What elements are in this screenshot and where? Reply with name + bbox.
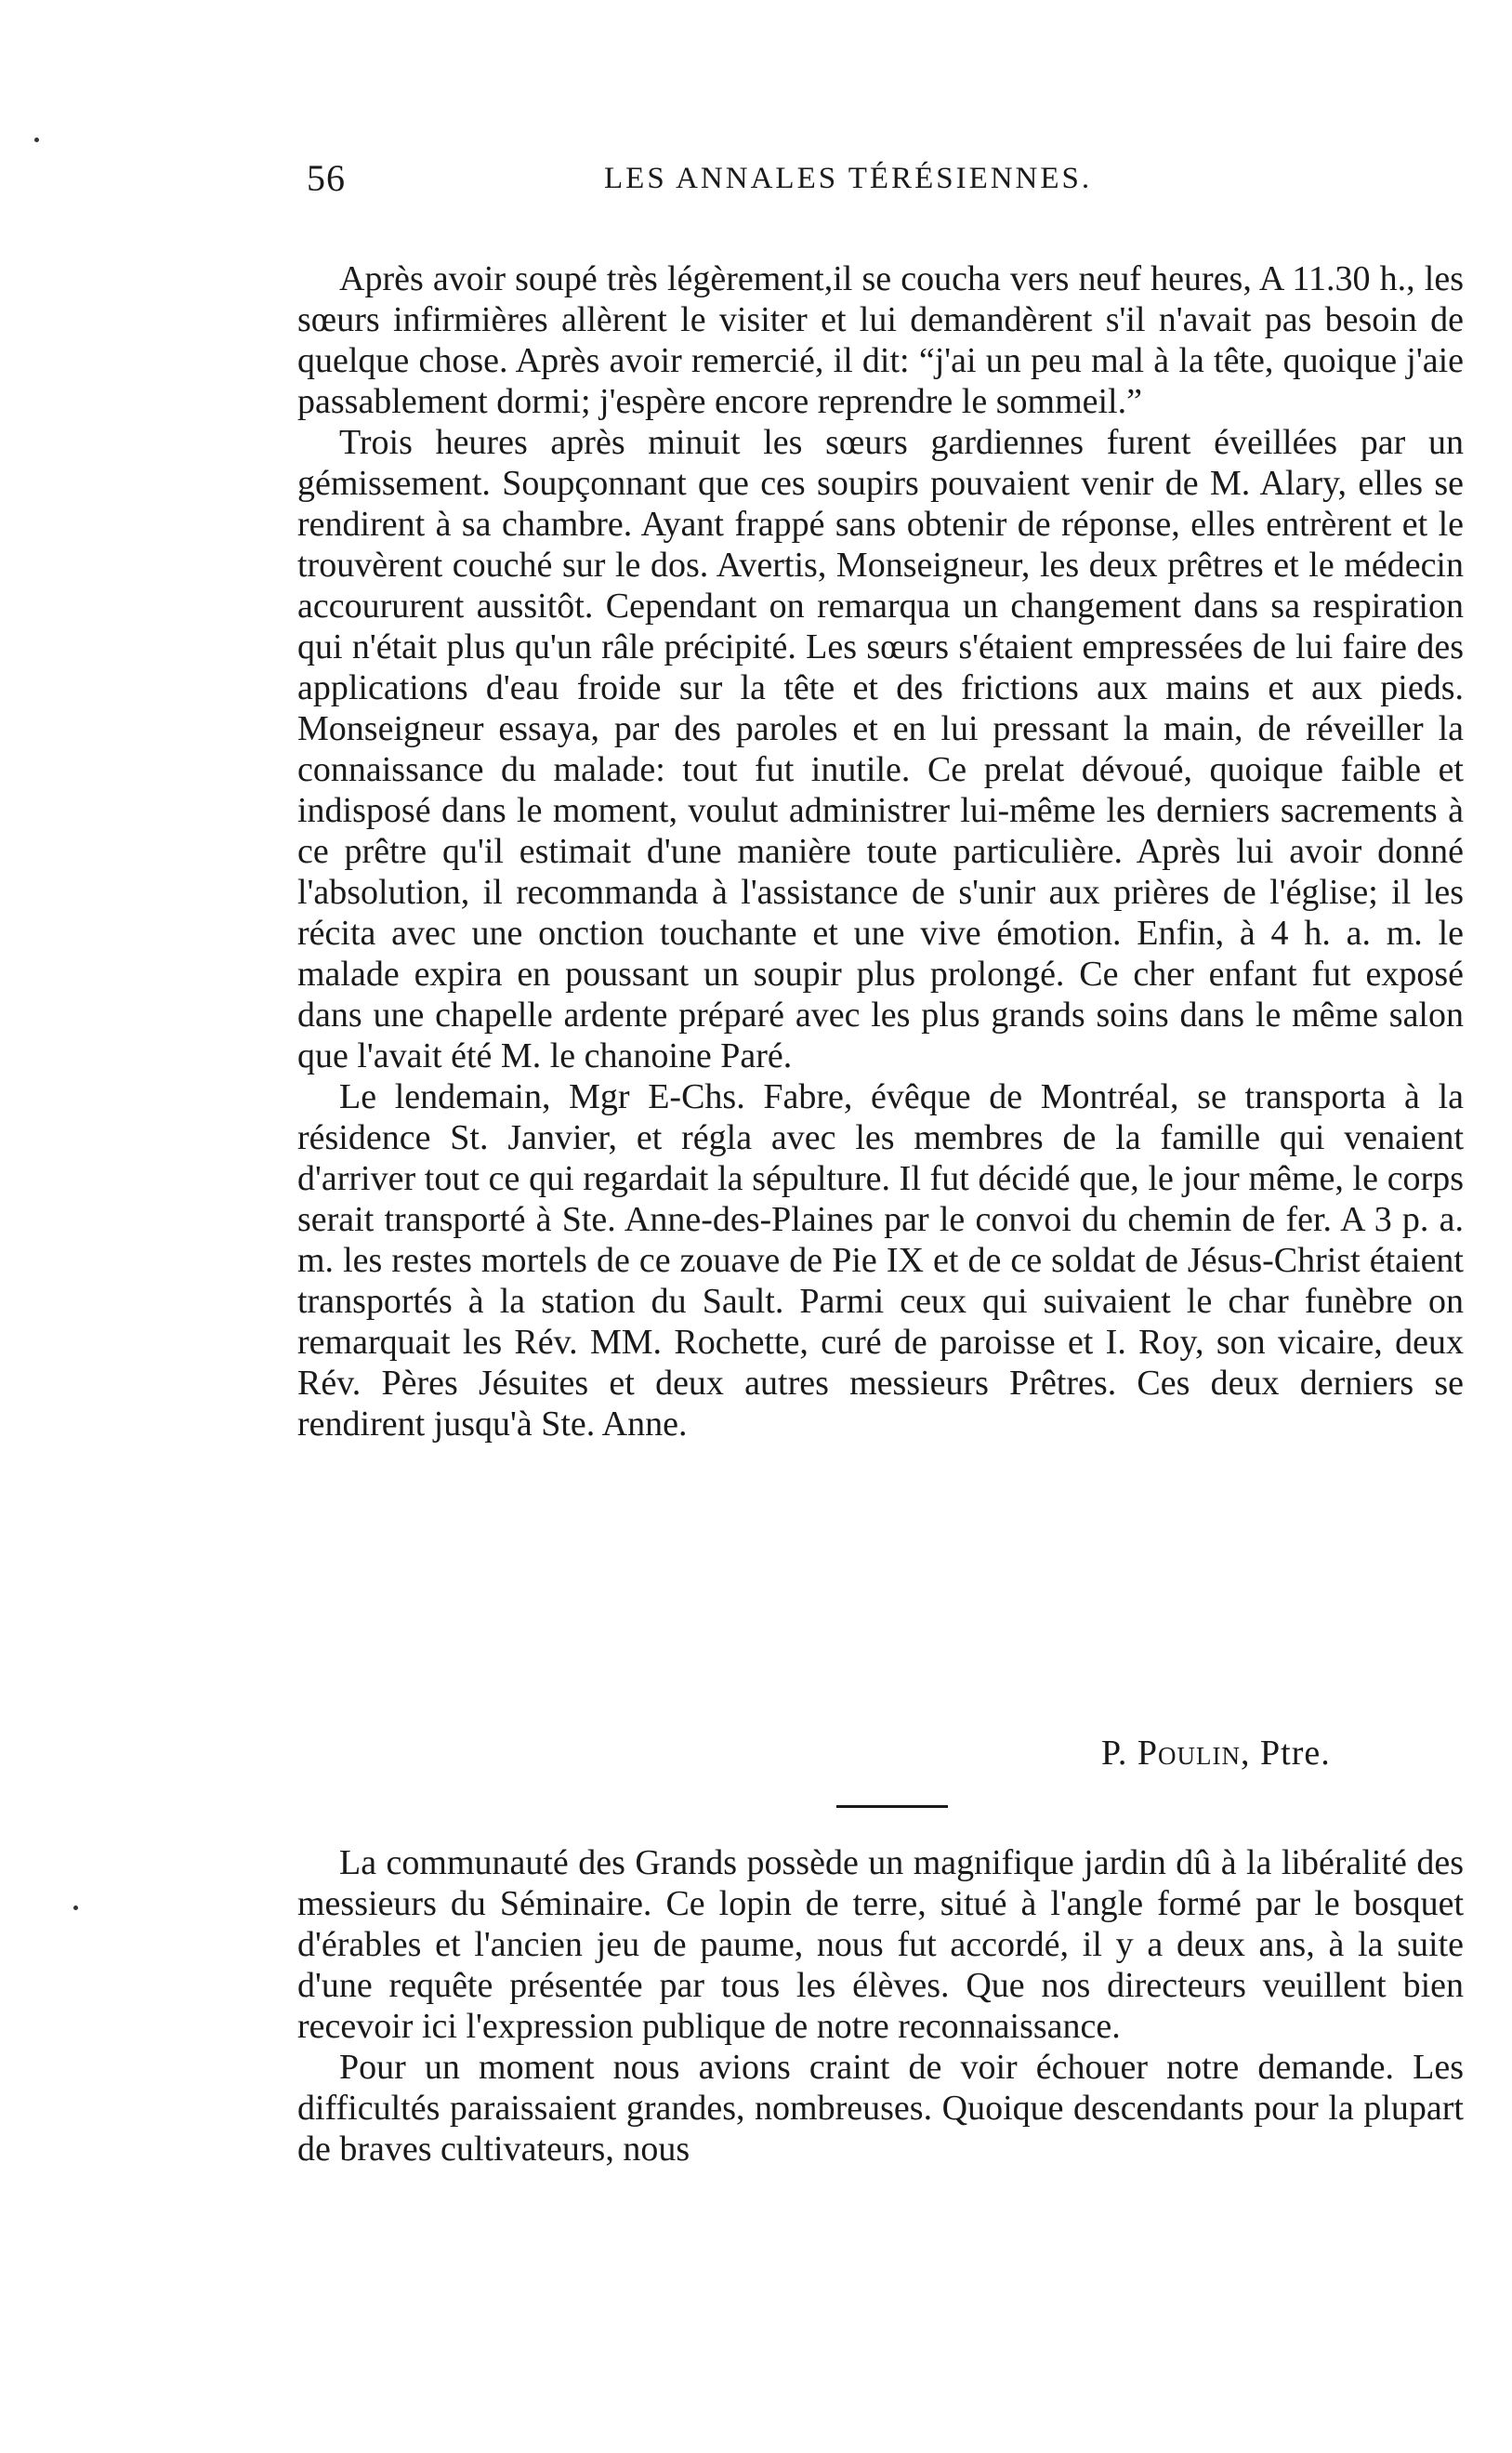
section-divider <box>836 1805 948 1808</box>
garden-article <box>297 1842 1464 2169</box>
paragraph: Le lendemain, Mgr E-Chs. Fabre, évêque de Montréal, se transporta à la résidence St. Janvier, et régla avec les membres de la famille qui venaient d'arriver tout ce qui regardait la sépulture. Il fut décidé que, le jour même, le corps serait transporté à Ste. Anne-des-Plaines par le convoi du chemin de fer. A 3 p. a. m. les restes mortels de ce zouave de Pie IX et de ce soldat de Jésus-Christ étaient transportés à la station du Sault. Parmi ceux qui suivaient le char funèbre on remarquait les Rév. MM. Rochette, curé de paroisse et I. Roy, son vicaire, deux Rév. Pères Jésuites et deux autres messieurs Prêtres. Ces deux derniers se rendirent jusqu'à Ste. Anne. <box>297 1077 1464 1444</box>
page-header <box>307 156 1171 212</box>
scan-speck <box>34 138 39 142</box>
scan-speck <box>73 1906 78 1910</box>
paragraph: Après avoir soupé très légèrement,il se coucha vers neuf heures, A 11.30 h., les sœurs infirmières allèrent le visiter et lui demandèrent s'il n'avait pas besoin de quelque chose. Après avoir remercié, il dit: “j'ai un peu mal à la tête, quoique j'aie passablement dormi; j'espère encore reprendre le sommeil.” <box>297 259 1464 421</box>
paragraph: La communauté des Grands possède un magnifique jardin dû à la libéralité des messieurs du Séminaire. Ce lopin de terre, situé à l'angle formé par le bosquet d'érables et l'ancien jeu de paume, nous fut accordé, il y a deux ans, à la suite d'une requête présentée par tous les élèves. Que nos directeurs veuillent bien recevoir ici l'expression publique de notre reconnaissance. <box>297 1843 1464 2046</box>
running-title: LES ANNALES TÉRÉSIENNES. <box>604 162 1093 195</box>
author-signature <box>1101 1733 1331 1774</box>
signature-name: Poulin <box>1137 1734 1242 1773</box>
article-body <box>297 258 1464 1444</box>
signature-initial: P. <box>1101 1734 1137 1773</box>
signature-title: , Ptre. <box>1241 1734 1331 1773</box>
paragraph: Trois heures après minuit les sœurs gardiennes furent éveillées par un gémissement. Soupçonnant que ces soupirs pouvaient venir de M. Alary, elles se rendirent à sa chambre. Ayant frappé sans obtenir de réponse, elles entrèrent et le trouvèrent couché sur le dos. Avertis, Monseigneur, les deux prêtres et le médecin accoururent aussitôt. Cependant on remarqua un changement dans sa respiration qui n'était plus qu'un râle précipité. Les sœurs s'étaient empressées de lui faire des applications d'eau froide sur la tête et des frictions aux mains et aux pieds. Monseigneur essaya, par des paroles et en lui pressant la main, de réveiller la connaissance du malade: tout fut inutile. Ce prelat dévoué, quoique faible et indisposé dans le moment, voulut administrer lui-même les derniers sacrements à ce prêtre qu'il estimait d'une manière toute particulière. Après lui avoir donné l'absolution, il recommanda à l'assistance de s'unir aux prières de l'église; il les récita avec une onction touchante et une vive émotion. Enfin, à 4 h. a. m. le malade expira en poussant un soupir plus prolongé. Ce cher enfant fut exposé dans une chapelle ardente préparé avec les plus grands soins dans le même salon que l'avait été M. le chanoine Paré. <box>297 423 1464 1075</box>
paragraph: Pour un moment nous avions craint de voir échouer notre demande. Les difficultés paraissaient grandes, nombreuses. Quoique descendants pour la plupart de braves cultivateurs, nous <box>297 2048 1464 2169</box>
page-number: 56 <box>307 157 346 199</box>
